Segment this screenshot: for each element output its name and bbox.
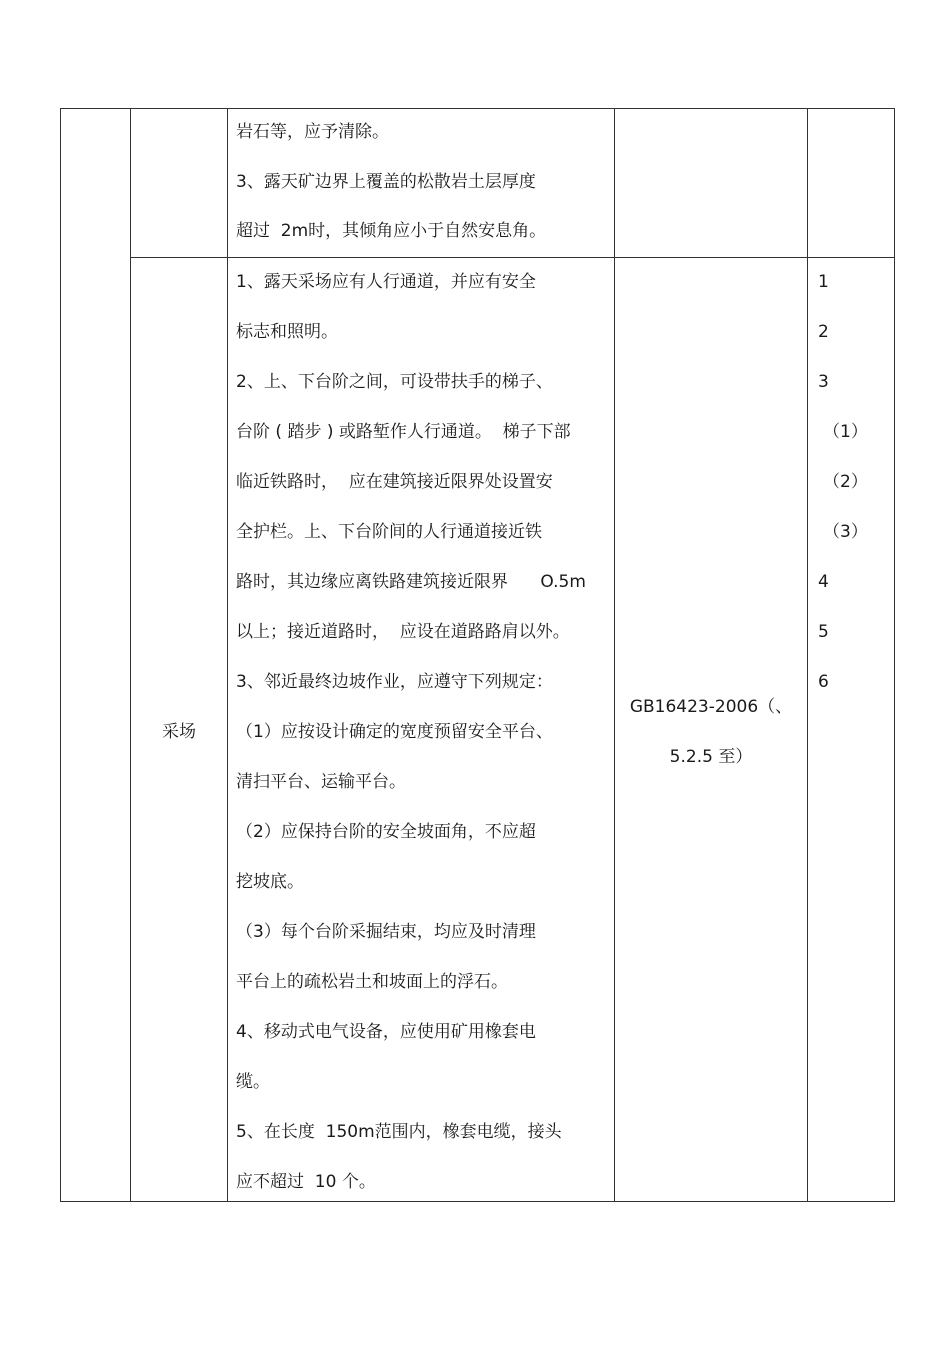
item-number: 3 — [818, 372, 829, 392]
column-divider — [227, 109, 228, 1201]
text-line: 临近铁路时， 应在建筑接近限界处设置安 — [236, 472, 553, 492]
text-line: 5、在长度 150m范围内，橡套电缆，接头 — [236, 1122, 562, 1142]
item-number: （3） — [823, 522, 868, 542]
item-number: 2 — [818, 322, 829, 342]
text-line: 全护栏。上、下台阶间的人行通道接近铁 — [236, 522, 542, 542]
text-line: 应不超过 10 个。 — [236, 1172, 376, 1192]
text-line: 标志和照明。 — [236, 322, 338, 342]
item-number: 4 — [818, 572, 829, 592]
item-number: （1） — [823, 422, 868, 442]
item-number: （2） — [823, 472, 868, 492]
text-line: 缆。 — [236, 1072, 270, 1092]
text-line: 清扫平台、运输平台。 — [236, 772, 406, 792]
text-line: （2）应保持台阶的安全坡面角，不应超 — [236, 822, 536, 842]
standard-code: GB16423-2006（、 — [629, 697, 793, 717]
text-line: 平台上的疏松岩土和坡面上的浮石。 — [236, 972, 508, 992]
column-divider — [807, 109, 808, 1201]
item-number: 5 — [818, 622, 829, 642]
text-line: 以上；接近道路时， 应设在道路路肩以外。 — [236, 622, 570, 642]
text-line: 挖坡底。 — [236, 872, 304, 892]
text-line: 3、露天矿边界上覆盖的松散岩土层厚度 — [236, 172, 536, 192]
text-line: （1）应按设计确定的宽度预留安全平台、 — [236, 722, 553, 742]
standard-clause: 5.2.5 至） — [669, 747, 753, 767]
section-label: 采场 — [162, 722, 196, 742]
row-divider — [130, 257, 894, 258]
text-line: 岩石等，应予清除。 — [236, 122, 389, 142]
inspection-table — [60, 108, 895, 1202]
text-line: 台阶 ( 踏步 ) 或路堑作人行通道。 梯子下部 — [236, 422, 571, 442]
column-divider — [614, 109, 615, 1201]
item-number: 6 — [818, 672, 829, 692]
column-divider — [130, 109, 131, 1201]
text-line: 1、露天采场应有人行通道，并应有安全 — [236, 272, 536, 292]
text-line: 超过 2m时，其倾角应小于自然安息角。 — [236, 221, 547, 241]
text-line: 路时，其边缘应离铁路建筑接近限界 O.5m — [236, 572, 586, 592]
text-line: 4、移动式电气设备，应使用矿用橡套电 — [236, 1022, 536, 1042]
text-line: 2、上、下台阶之间，可设带扶手的梯子、 — [236, 372, 553, 392]
text-line: 3、邻近最终边坡作业，应遵守下列规定： — [236, 672, 553, 692]
item-number: 1 — [818, 272, 829, 292]
text-line: （3）每个台阶采掘结束，均应及时清理 — [236, 922, 536, 942]
